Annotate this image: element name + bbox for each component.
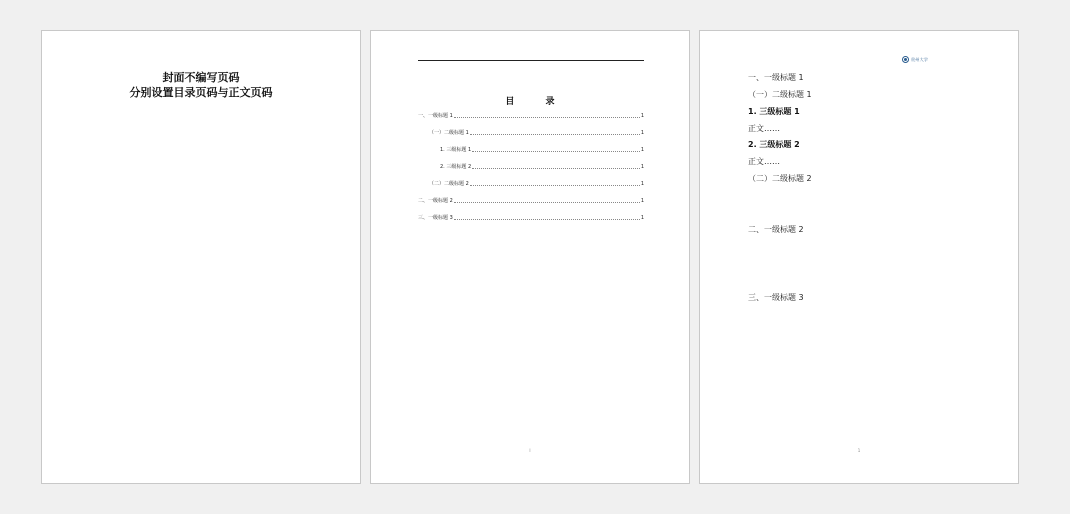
toc-leader <box>454 219 640 220</box>
toc-item-page: 1 <box>640 130 644 136</box>
toc-leader <box>454 202 640 203</box>
toc-item-text: 2. 三级标题 2 <box>440 164 472 170</box>
toc-item[interactable] <box>418 113 644 119</box>
body-text: 正文…… <box>748 124 780 133</box>
toc-item-text: 一、一级标题 1 <box>418 113 453 119</box>
toc-item-page: 1 <box>640 147 644 153</box>
toc-title: 目 录 <box>505 97 569 107</box>
toc-leader <box>472 151 640 152</box>
heading-level-1: 一、一级标题 1 <box>748 73 804 82</box>
toc-leader <box>470 134 640 135</box>
heading-level-3: 2. 三级标题 2 <box>748 140 800 149</box>
heading-level-1: 三、一级标题 3 <box>748 293 804 302</box>
toc-item[interactable] <box>418 198 644 204</box>
toc-item-page: 1 <box>640 181 644 187</box>
header-rule <box>418 60 644 61</box>
toc-item-text: 二、一级标题 2 <box>418 198 453 204</box>
toc-item-page: 1 <box>640 113 644 119</box>
cover-title-line-1: 封面不编写页码 <box>162 71 240 84</box>
toc-leader <box>470 185 640 186</box>
toc-leader <box>454 117 640 118</box>
seal-icon <box>902 56 909 63</box>
toc-item[interactable] <box>429 130 644 136</box>
cover-title-line-2: 分别设置目录页码与正文页码 <box>129 86 273 99</box>
toc-item-text: 1. 三级标题 1 <box>440 147 472 153</box>
toc-item[interactable] <box>418 215 644 221</box>
toc-item[interactable] <box>440 147 644 153</box>
heading-level-1: 二、一级标题 2 <box>748 225 804 234</box>
page-number: I <box>529 448 531 453</box>
toc-item[interactable] <box>429 181 644 187</box>
header-logo <box>902 56 928 63</box>
logo-text: 贵州大学 <box>911 57 929 62</box>
cover-page <box>41 30 361 484</box>
toc-item-page: 1 <box>640 164 644 170</box>
toc-item-page: 1 <box>640 215 644 221</box>
toc-item[interactable] <box>440 164 644 170</box>
heading-level-2: （一）二级标题 1 <box>748 90 812 99</box>
toc-item-text: （二）二级标题 2 <box>429 181 469 187</box>
page-number: 1 <box>857 448 861 453</box>
toc-item-page: 1 <box>640 198 644 204</box>
heading-level-2: （二）二级标题 2 <box>748 174 812 183</box>
body-page <box>699 30 1019 484</box>
toc-item-text: 三、一级标题 3 <box>418 215 453 221</box>
toc-page <box>370 30 690 484</box>
toc-item-text: （一）二级标题 1 <box>429 130 469 136</box>
body-text: 正文…… <box>748 157 780 166</box>
toc-leader <box>472 168 640 169</box>
heading-level-3: 1. 三级标题 1 <box>748 107 800 116</box>
